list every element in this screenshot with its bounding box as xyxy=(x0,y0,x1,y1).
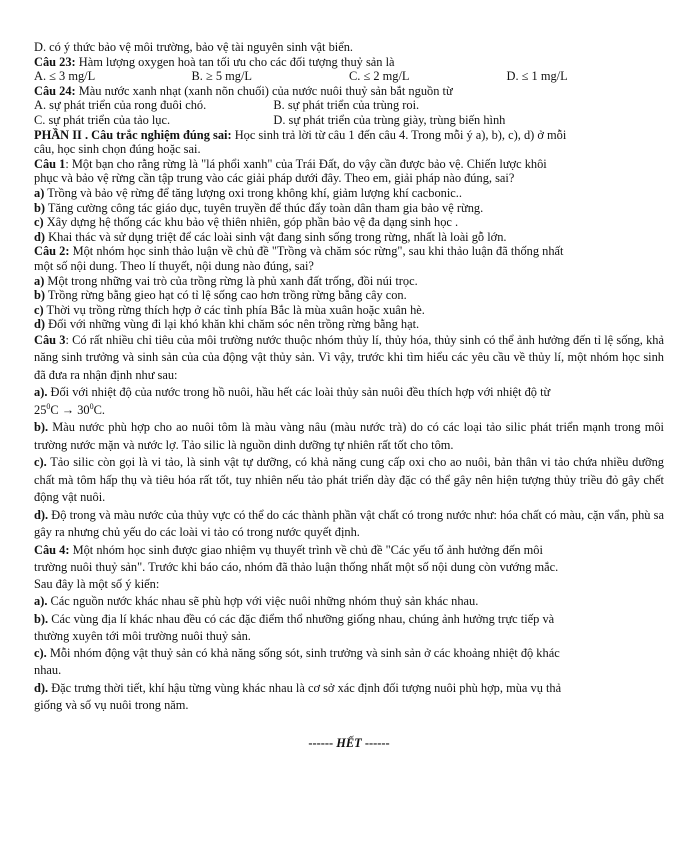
question-c2 xyxy=(34,244,664,259)
c1-item-b-key: b) xyxy=(34,200,46,215)
c2-item-c-key: c) xyxy=(34,302,44,317)
c2-item-a-text: Một trong những vai trò của trồng rừng là phủ xanh đất trống, đồi núi trọc. xyxy=(44,273,418,288)
c4-item-c xyxy=(34,645,664,662)
c1-item-a-text: Trồng và bảo vệ rừng để tăng lượng oxi trong không khí, giảm lượng khí cacbonic.. xyxy=(44,185,462,200)
c3-item-a-text: Đối với nhiệt độ của nước trong hồ nuôi, hầu hết các loài thủy sản nuôi đều thích hợp với nhiệt độ từ xyxy=(47,385,551,400)
c1-item-c-text: Xây dựng hệ thống các khu bảo vệ thiên nhiên, góp phần bảo vệ đa dạng sinh học . xyxy=(43,215,459,230)
c1-label: Câu 1 xyxy=(34,156,66,171)
end-word: HẾT xyxy=(336,735,362,750)
question-c3 xyxy=(34,332,664,385)
prev-option-d: D. có ý thức bảo vệ môi trường, bảo vệ tài nguyên sinh vật biển. xyxy=(34,40,354,54)
c4-item-a xyxy=(34,593,664,610)
q23-text: Hàm lượng oxygen hoà tan tối ưu cho các đối tượng thuỷ sản là xyxy=(75,54,395,69)
c4-item-a-key: a). xyxy=(34,594,48,609)
c2-text-2: một số nội dung. Theo lí thuyết, nội dung nào đúng, sai? xyxy=(34,258,314,273)
q23-options xyxy=(34,69,664,84)
c3-item-d-text: Độ trong và màu nước của thủy vực có thể do các thành phần vật chất có trong nước như: hóa chất có màu, cặn vẩn, phù sa gây ra nhưng chủ yếu do các loài vi tảo có trong nước quyết định. xyxy=(34,507,664,540)
c4-item-b-text-2: thường xuyên tới môi trường nuôi thuỷ sản. xyxy=(34,628,251,643)
end-dash-right: ------ xyxy=(361,735,390,750)
c4-item-b-text-1: Các vùng địa lí khác nhau đều có các đặc điểm thổ nhưỡng giống nhau, chúng ảnh hưởng trực tiếp và xyxy=(48,611,555,626)
c4-label: Câu 4: xyxy=(34,542,70,557)
c4-item-d-text-1: Đặc trưng thời tiết, khí hậu từng vùng khác nhau là cơ sở xác định đối tượng nuôi phù hợp, mùa vụ thả xyxy=(48,680,562,695)
end-dash-left: ------ xyxy=(308,735,337,750)
c4-text-3: Sau đây là một số ý kiến: xyxy=(34,577,160,592)
c2-item-d xyxy=(34,317,664,332)
c2-item-d-text: Đối với những vùng đi lại khó khăn khi chăm sóc nên trồng rừng bằng hạt. xyxy=(45,317,420,332)
c3-label: Câu 3 xyxy=(34,332,66,347)
q23-label: Câu 23: xyxy=(34,54,76,69)
c4-text-1: Một nhóm học sinh được giao nhiệm vụ thuyết trình về chủ đề "Các yếu tố ảnh hưởng đến môi xyxy=(69,542,543,557)
c2-item-d-key: d) xyxy=(34,317,46,332)
c1-item-d-text: Khai thác và sử dụng triệt để các loài sinh vật đang sinh sống trong rừng, nhất là loài gỗ lớn. xyxy=(45,229,507,244)
c3-item-a-key: a). xyxy=(34,385,48,400)
c4-text-2: trường nuôi thuỷ sản". Trước khi báo cáo, nhóm đã thảo luận thống nhất một số nội dung còn vướng mắc. xyxy=(34,560,559,575)
c3-degree-1: 0 xyxy=(46,401,51,411)
c2-item-c xyxy=(34,303,664,318)
c3-item-c-key: c). xyxy=(34,455,47,470)
c4-item-d-key: d). xyxy=(34,680,49,695)
c3-item-a xyxy=(34,384,664,402)
q23-option-b: B. ≥ 5 mg/L xyxy=(191,69,252,84)
part-2-text-cont: câu, học sinh chọn đúng hoặc sai. xyxy=(34,142,201,157)
c3-item-b-key: b). xyxy=(34,420,49,435)
c4-item-d-text-2: giống và số vụ nuôi trong năm. xyxy=(34,697,189,712)
c1-item-c-key: c) xyxy=(34,215,44,230)
q24-options-row-1 xyxy=(34,98,664,113)
c3-degree-2: 0 xyxy=(89,401,94,411)
c2-text-1: Một nhóm học sinh thảo luận về chủ đề "Trồng và chăm sóc rừng", sau khi thảo luận đã thống nhất xyxy=(69,244,564,259)
c2-item-a-key: a) xyxy=(34,273,45,288)
q24-option-d: D. sự phát triển của trùng giày, trùng biến hình xyxy=(273,112,506,127)
q24-option-c: C. sự phát triển của tảo lục. xyxy=(34,112,171,127)
c3-item-a-temp xyxy=(34,402,664,420)
q24-option-b: B. sự phát triển của trùng roi. xyxy=(273,98,420,113)
c3-item-b xyxy=(34,419,664,454)
q24-options-row-2 xyxy=(34,113,664,128)
q24-label: Câu 24: xyxy=(34,83,76,98)
c1-item-b xyxy=(34,201,664,216)
q24-text: Màu nước xanh nhạt (xanh nõn chuối) của nước nuôi thuỷ sản bắt nguồn từ xyxy=(75,83,453,98)
c1-item-a-key: a) xyxy=(34,185,45,200)
end-marker xyxy=(34,736,664,751)
c1-item-b-text: Tăng cường công tác giáo dục, tuyên truyền để thúc đẩy toàn dân tham gia bảo vệ rừng. xyxy=(45,200,484,215)
c3-text: : Có rất nhiều chỉ tiêu của môi trường nước thuộc nhóm thủy lí, thủy hóa, thủy sinh có thể ảnh hưởng đến tỉ lệ sống, khả năng sinh trưởng và sinh sản của của động vật thủy sản. Vì vậy, trước khi tìm hiểu các yêu cầu về thủy lí, một nhóm học sinh đã đưa ra nhận định như sau: xyxy=(34,332,664,382)
c4-item-a-text: Các nguồn nước khác nhau sẽ phù hợp với việc nuôi những nhóm thuỷ sản khác nhau. xyxy=(47,594,479,609)
c3-item-d-key: d). xyxy=(34,507,49,522)
part-2-label: PHẦN II . Câu trắc nghiệm đúng sai: xyxy=(34,127,232,142)
c3-item-c xyxy=(34,454,664,507)
c3-item-c-text: Tảo silic còn gọi là vi tảo, là sinh vật tự dưỡng, có khả năng cung cấp oxi cho ao nuôi, bản thân vi tảo chứa nhiều dưỡng chất mà tôm hấp thụ và tiêu hóa rất tốt, tuy nhiên nếu tảo phát triển dày đặc có thể gây nên hiện tượng thủy triều đỏ gây chết động vật nuôi. xyxy=(34,455,664,505)
c3-temp-low: 25 xyxy=(34,402,47,417)
c4-item-d xyxy=(34,680,664,697)
c3-temp-high: C → 30 xyxy=(50,402,90,417)
c4-item-c-text-1: Mỗi nhóm động vật thuỷ sản có khả năng sống sót, sinh trưởng và sinh sản ở các khoảng nhiệt độ khác xyxy=(46,646,560,661)
c2-item-b-text: Trồng rừng bằng gieo hạt có tỉ lệ sống cao hơn trồng rừng bằng cây con. xyxy=(45,288,407,303)
c1-item-d-key: d) xyxy=(34,229,46,244)
q23-option-c: C. ≤ 2 mg/L xyxy=(349,69,410,84)
c2-label: Câu 2: xyxy=(34,244,70,259)
c1-item-a xyxy=(34,186,664,201)
question-23 xyxy=(34,55,664,70)
c1-item-c xyxy=(34,215,664,230)
c1-item-d xyxy=(34,230,664,245)
c2-item-b xyxy=(34,288,664,303)
question-c4 xyxy=(34,542,664,559)
question-24 xyxy=(34,84,664,99)
c4-item-b-key: b). xyxy=(34,611,49,626)
c1-text-2: phục và bảo vệ rừng cần tập trung vào các giải pháp dưới đây. Theo em, giải pháp nào đúng, sai? xyxy=(34,171,515,186)
c3-item-d xyxy=(34,507,664,542)
c4-item-c-key: c). xyxy=(34,646,47,661)
q24-option-a: A. sự phát triển của rong đuôi chó. xyxy=(34,98,207,113)
c2-item-c-text: Thời vụ trồng rừng thích hợp ở các tỉnh phía Bắc là mùa xuân hoặc xuân hè. xyxy=(43,302,425,317)
c2-item-b-key: b) xyxy=(34,288,46,303)
c4-item-c-text-2: nhau. xyxy=(34,663,62,678)
c4-item-b xyxy=(34,611,664,628)
q23-option-a: A. ≤ 3 mg/L xyxy=(34,69,96,84)
question-c1 xyxy=(34,157,664,172)
part-2-text: Học sinh trả lời từ câu 1 đến câu 4. Trong mỗi ý a), b), c), d) ở mỗi xyxy=(231,127,567,142)
c2-item-a xyxy=(34,274,664,289)
c3-block xyxy=(34,332,664,542)
c4-block xyxy=(34,542,664,714)
c1-text-1: : Một bạn cho rằng rừng là "lá phổi xanh" của Trái Đất, do vậy cần được bảo vệ. Chiến lược khôi xyxy=(65,156,547,171)
q23-option-d: D. ≤ 1 mg/L xyxy=(506,69,568,84)
part-2-heading xyxy=(34,128,664,143)
c3-temp-unit: C. xyxy=(93,402,106,417)
c3-item-b-text: Màu nước phù hợp cho ao nuôi tôm là màu vàng nâu (màu nước trà) do có các loại tảo silic phát triển mạnh trong môi trường nước mặn và nước lợ. Tảo silic là nguồn dinh dưỡng tự nhiên rất tốt cho tôm. xyxy=(34,420,664,452)
